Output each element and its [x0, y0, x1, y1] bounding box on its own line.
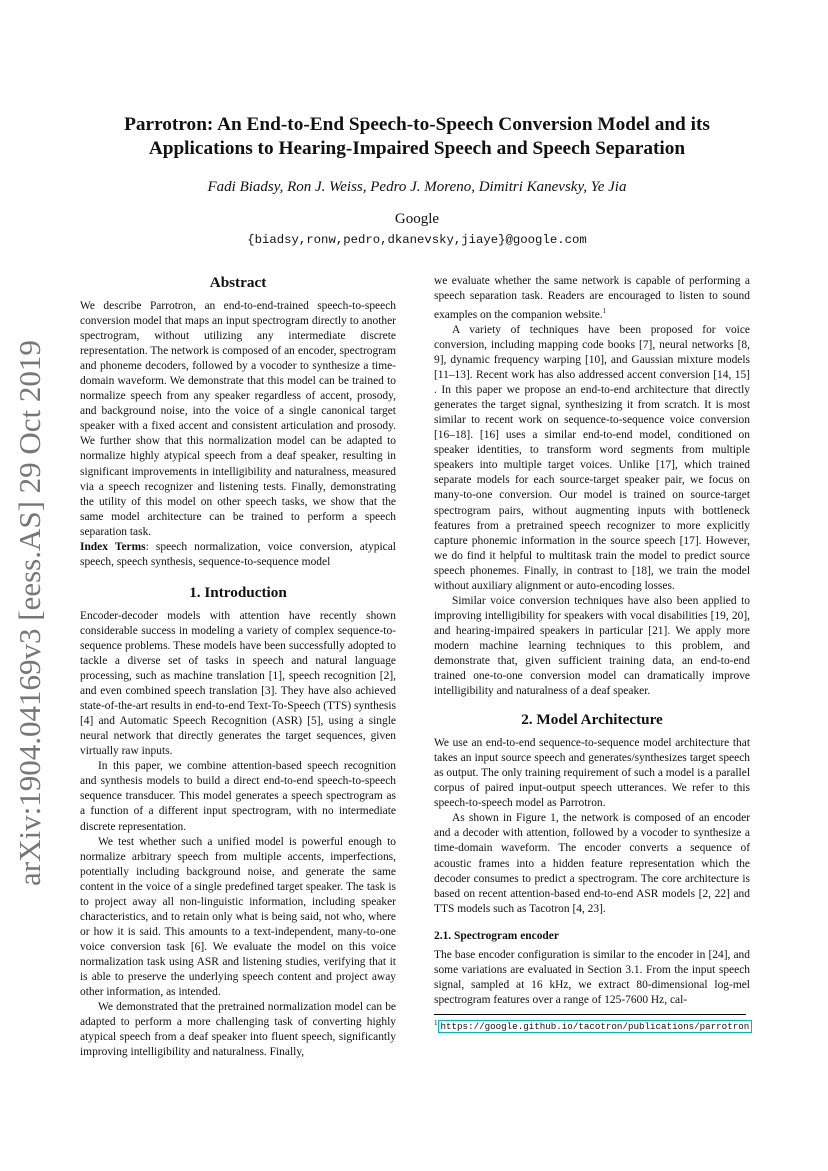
related-work-paragraph-2: Similar voice conversion techniques have also been applied to improving intelligibility for speakers with vocal disabilities [19, 20], and hearing-impaired speakers in particular [21]. We apply more modern machine learning techniques to this problem, and demonstrate that, given sufficient training data, an end-to-end trained one-to-one conversion model can dramatically improve intelligibility and naturalness of a deaf speaker.: [434, 594, 750, 698]
index-terms-text: : speech normalization, voice conversion, atypical speech, speech synthesis, sequence-to-sequence model: [80, 540, 396, 568]
index-terms: [80, 540, 396, 570]
encoder-paragraph: The base encoder configuration is similar to the encoder in [24], and some variations are evaluated in Section 3.1. From the input speech signal, sampled at 16 kHz, we extract 80-dimensional log-mel spectrogram features over a range of 125-7600 Hz, cal-: [434, 948, 750, 1006]
footnote-number: 1: [434, 1019, 438, 1027]
intro-paragraph-1: Encoder-decoder models with attention have recently shown considerable success in modeling a variety of complex sequence-to-sequence problems. These models have been successfully adopted to tackle a diverse set of tasks in speech and natural language processing, such as machine translation [1], speech recognition [2], and even combined speech translation [3]. They have also achieved state-of-the-art results in end-to-end Text-To-Speech (TTS) synthesis [4] and Automatic Speech Recognition (ASR) [5], using a single neural network that directly generates the target sequences, given virtually raw inputs.: [80, 609, 396, 758]
arxiv-id-text: arXiv:1904.04169v3 [eess.AS] 29 Oct 2019: [12, 339, 47, 886]
right-column: [434, 274, 750, 1008]
affiliation: Google: [394, 211, 440, 227]
index-terms-label: Index Terms: [80, 540, 146, 553]
intro-paragraph-3: We test whether such a unified model is powerful enough to normalize arbitrary speech from multiple accents, imperfections, potentially including background noise, and generate the same content in the voice of a single predefined target speaker. The task is to project away all non-linguistic information, including speaker characteristics, and to retain only what is being said, not who, where or how it is said. This amounts to a text-independent, many-to-one voice conversion task [6]. We evaluate the model on this voice normalization task using ASR and listening studies, verifying that it is able to preserve the underlying speech content and project away other information, as intended.: [80, 835, 396, 999]
abstract-heading: Abstract: [209, 274, 267, 291]
intro-paragraph-2: In this paper, we combine attention-based speech recognition and synthesis models to build a direct end-to-end speech-to-speech sequence transducer. This model generates a speech spectrogram as a function of a different input spectrogram, with no intermediate discrete representation.: [80, 760, 396, 833]
model-paragraph-1: We use an end-to-end sequence-to-sequence model architecture that takes an input source speech and generates/synthesizes target speech as output. The only training requirement of such a model is a parallel corpus of paired input-output speech utterances. We refer to this speech-to-speech model as Parrotron.: [434, 737, 750, 810]
footnote-url-link[interactable]: https://google.github.io/tacotron/publications/parrotron: [438, 1020, 753, 1033]
footnote: [434, 1019, 754, 1032]
paper-title: Parrotron: An End-to-End Speech-to-Speech Conversion Model and its Applications to Hearing-Impaired Speech and Speech Separation: [124, 114, 710, 159]
intro-heading: 1. Introduction: [189, 583, 287, 601]
intro-paragraph-4: We demonstrated that the pretrained normalization model can be adapted to perform a more challenging task of converting highly atypical speech from a deaf speaker into fluent speech, significantly improving intelligibility and naturalness. Finally,: [80, 1001, 396, 1059]
arxiv-identifier: [8, 339, 52, 886]
model-paragraph-2: As shown in Figure 1, the network is composed of an encoder and a decoder with attention, followed by a vocoder to synthesize a time-domain waveform. The encoder converts a sequence of acoustic frames into a hidden feature representation which the decoder consumes to predict a spectrogram. The core architecture is based on recent attention-based end-to-end ASR models [2, 22] and TTS models such as Tacotron [4, 23].: [434, 812, 750, 915]
intro-continued-paragraph: [434, 274, 750, 323]
related-work-paragraph-1: A variety of techniques have been proposed for voice conversion, including mapping code books [7], neural networks [8, 9], dynamic frequency warping [10], and Gaussian mixture models [11–13]. Recent work has also addressed accent conversion [14, 15] . In this paper we propose an end-to-end architecture that directly generates the target signal, synthesizing it from scratch. It is most similar to recent work on sequence-to-sequence voice conversion [16–18]. [16] uses a similar end-to-end model, conditioned on speaker identities, to transform word segments from multiple speakers into multiple target voices. Unlike [17], which trained separate models for each source-target speaker pair, we focus on many-to-one conversion. Our model is trained on source-target spectrogram pairs, without augmenting inputs with bottleneck features from a pretrained speech recognizer to more explicitly capture phonemic information in the source speech [17]. However, we do find it helpful to multitask train the model to predict source speech phonemes. Finally, in contrast to [18], we train the model without auxiliary alignment or auto-encoding losses.: [434, 323, 750, 592]
intro-continued-text: we evaluate whether the same network is capable of performing a speech separation task. Readers are encouraged to listen to sound examples on the companion website.: [434, 275, 750, 321]
encoder-subheading: 2.1. Spectrogram encoder: [434, 929, 559, 942]
author-list: Fadi Biadsy, Ron J. Weiss, Pedro J. Moreno, Dimitri Kanevsky, Ye Jia: [207, 179, 627, 195]
abstract-text: We describe Parrotron, an end-to-end-trained speech-to-speech conversion model that maps an input spectrogram directly to another spectrogram, without utilizing any intermediate discrete representation. The network is composed of an encoder, spectrogram and phoneme decoders, followed by a vocoder to synthesize a time-domain waveform. We demonstrate that this model can be trained to normalize speech from any speaker regardless of accent, prosody, and background noise, into the voice of a single canonical target speaker with a fixed accent and consistent articulation and prosody. We further show that this normalization model can be adapted to normalize highly atypical speech from a deaf speaker, resulting in significant improvements in intelligibility and naturalness, measured via a speech recognizer and listening tests. Finally, demonstrating the utility of this model on other speech tasks, we show that the same model architecture can be trained to perform a speech separation task.: [80, 300, 396, 538]
left-column: [80, 274, 396, 1060]
model-heading: 2. Model Architecture: [521, 711, 663, 729]
footnote-rule: [434, 1014, 746, 1015]
author-emails: {biadsy,ronw,pedro,dkanevsky,jiaye}@google.com: [247, 233, 587, 247]
footnote-mark[interactable]: 1: [602, 307, 607, 316]
